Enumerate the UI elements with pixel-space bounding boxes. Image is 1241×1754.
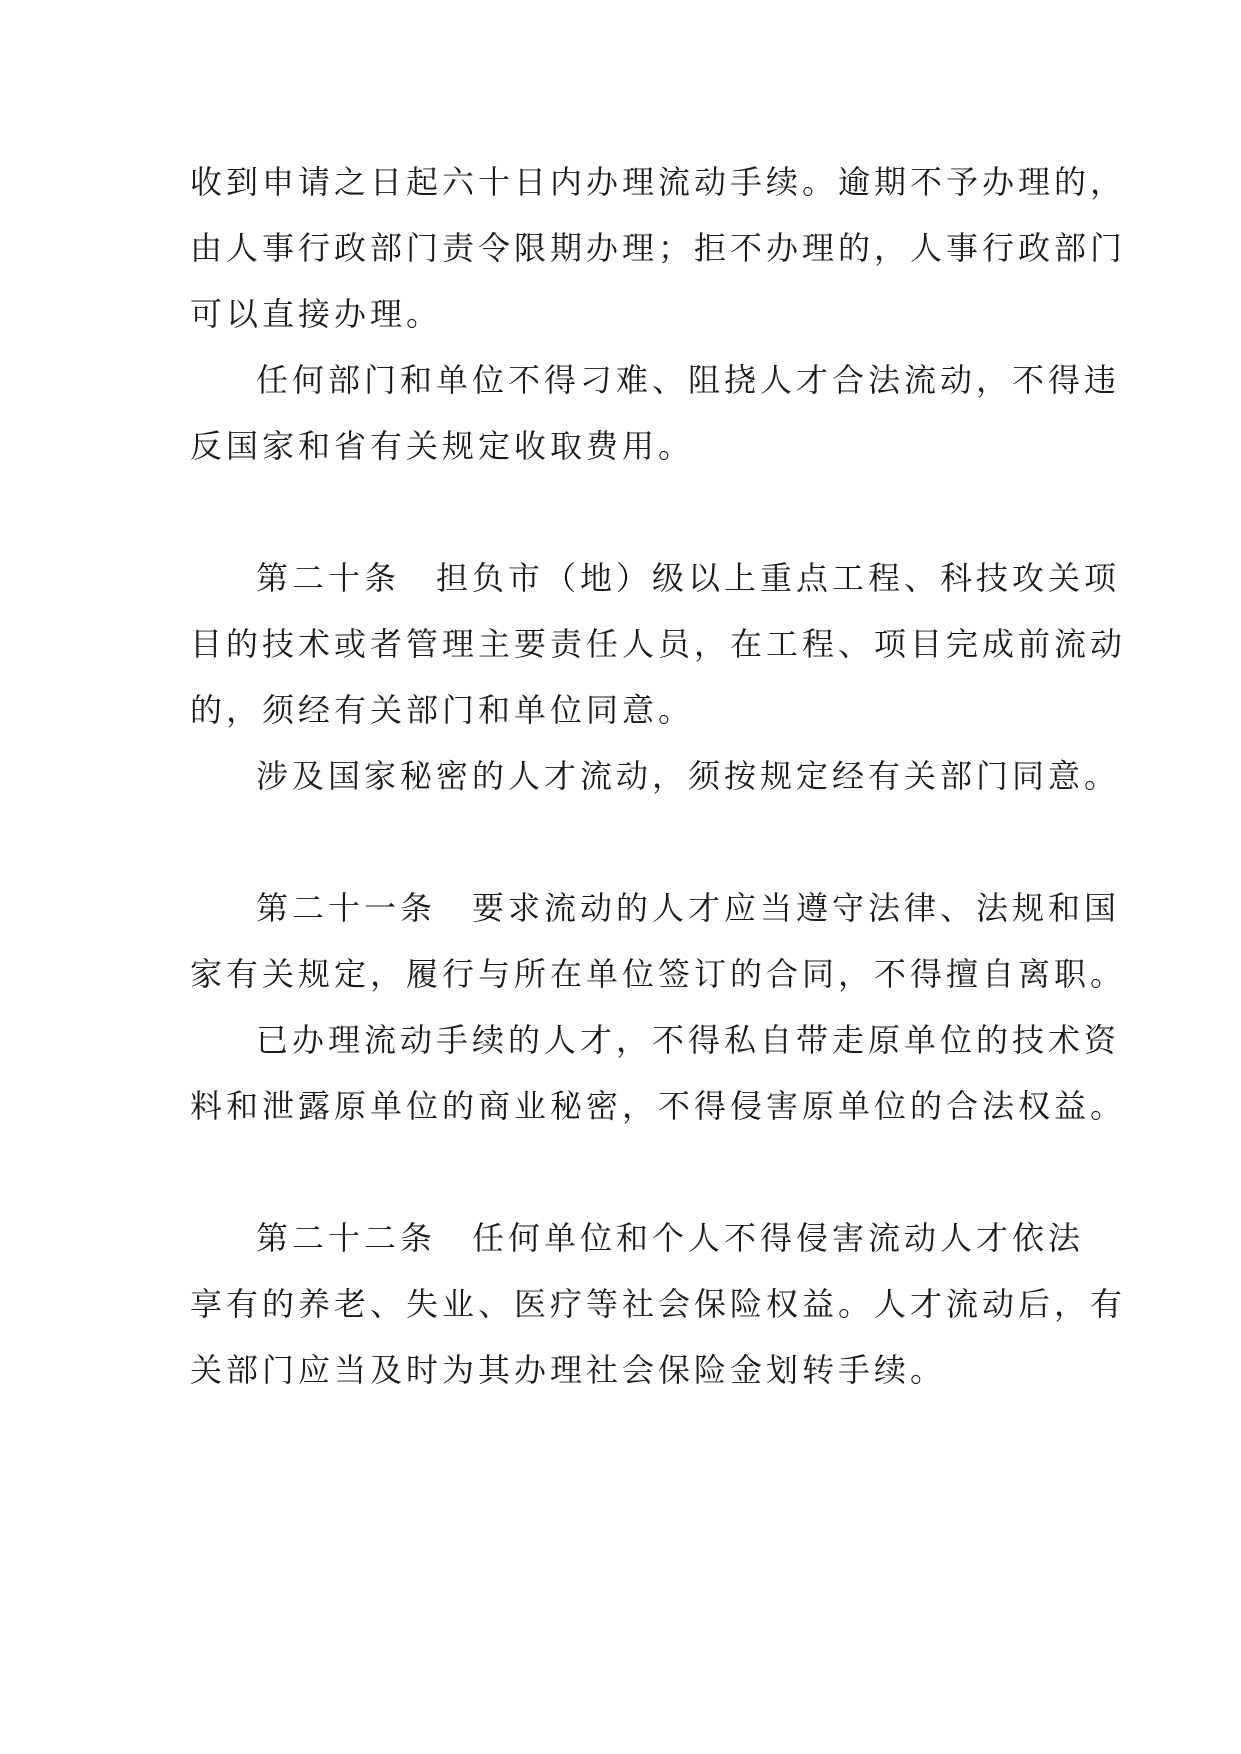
- text-line: 收到申请之日起六十日内办理流动手续。逾期不予办理的，: [190, 163, 1127, 201]
- text-line: 家有关规定，履行与所在单位签订的合同，不得擅自离职。: [190, 955, 1127, 993]
- article-21-heading-line: 第二十一条 要求流动的人才应当遵守法律、法规和国: [256, 889, 1121, 927]
- text-line: 涉及国家秘密的人才流动，须按规定经有关部门同意。: [256, 757, 1121, 795]
- text-line: 料和泄露原单位的商业秘密，不得侵害原单位的合法权益。: [190, 1087, 1127, 1125]
- text-line: 目的技术或者管理主要责任人员，在工程、项目完成前流动: [190, 625, 1127, 663]
- article-20-heading-line: 第二十条 担负市（地）级以上重点工程、科技攻关项: [256, 559, 1121, 597]
- article-22-heading-line: 第二十二条 任何单位和个人不得侵害流动人才依法: [256, 1219, 1085, 1257]
- text-line: 的，须经有关部门和单位同意。: [190, 691, 695, 729]
- text-line: 任何部门和单位不得刁难、阻挠人才合法流动，不得违: [256, 361, 1121, 399]
- text-line: 反国家和省有关规定收取费用。: [190, 427, 695, 465]
- text-line: 由人事行政部门责令限期办理；拒不办理的，人事行政部门: [190, 229, 1127, 267]
- text-line: 关部门应当及时为其办理社会保险金划转手续。: [190, 1351, 947, 1389]
- text-line: 已办理流动手续的人才，不得私自带走原单位的技术资: [256, 1021, 1121, 1059]
- text-line: 可以直接办理。: [190, 295, 443, 333]
- text-line: 享有的养老、失业、医疗等社会保险权益。人才流动后，有: [190, 1285, 1127, 1323]
